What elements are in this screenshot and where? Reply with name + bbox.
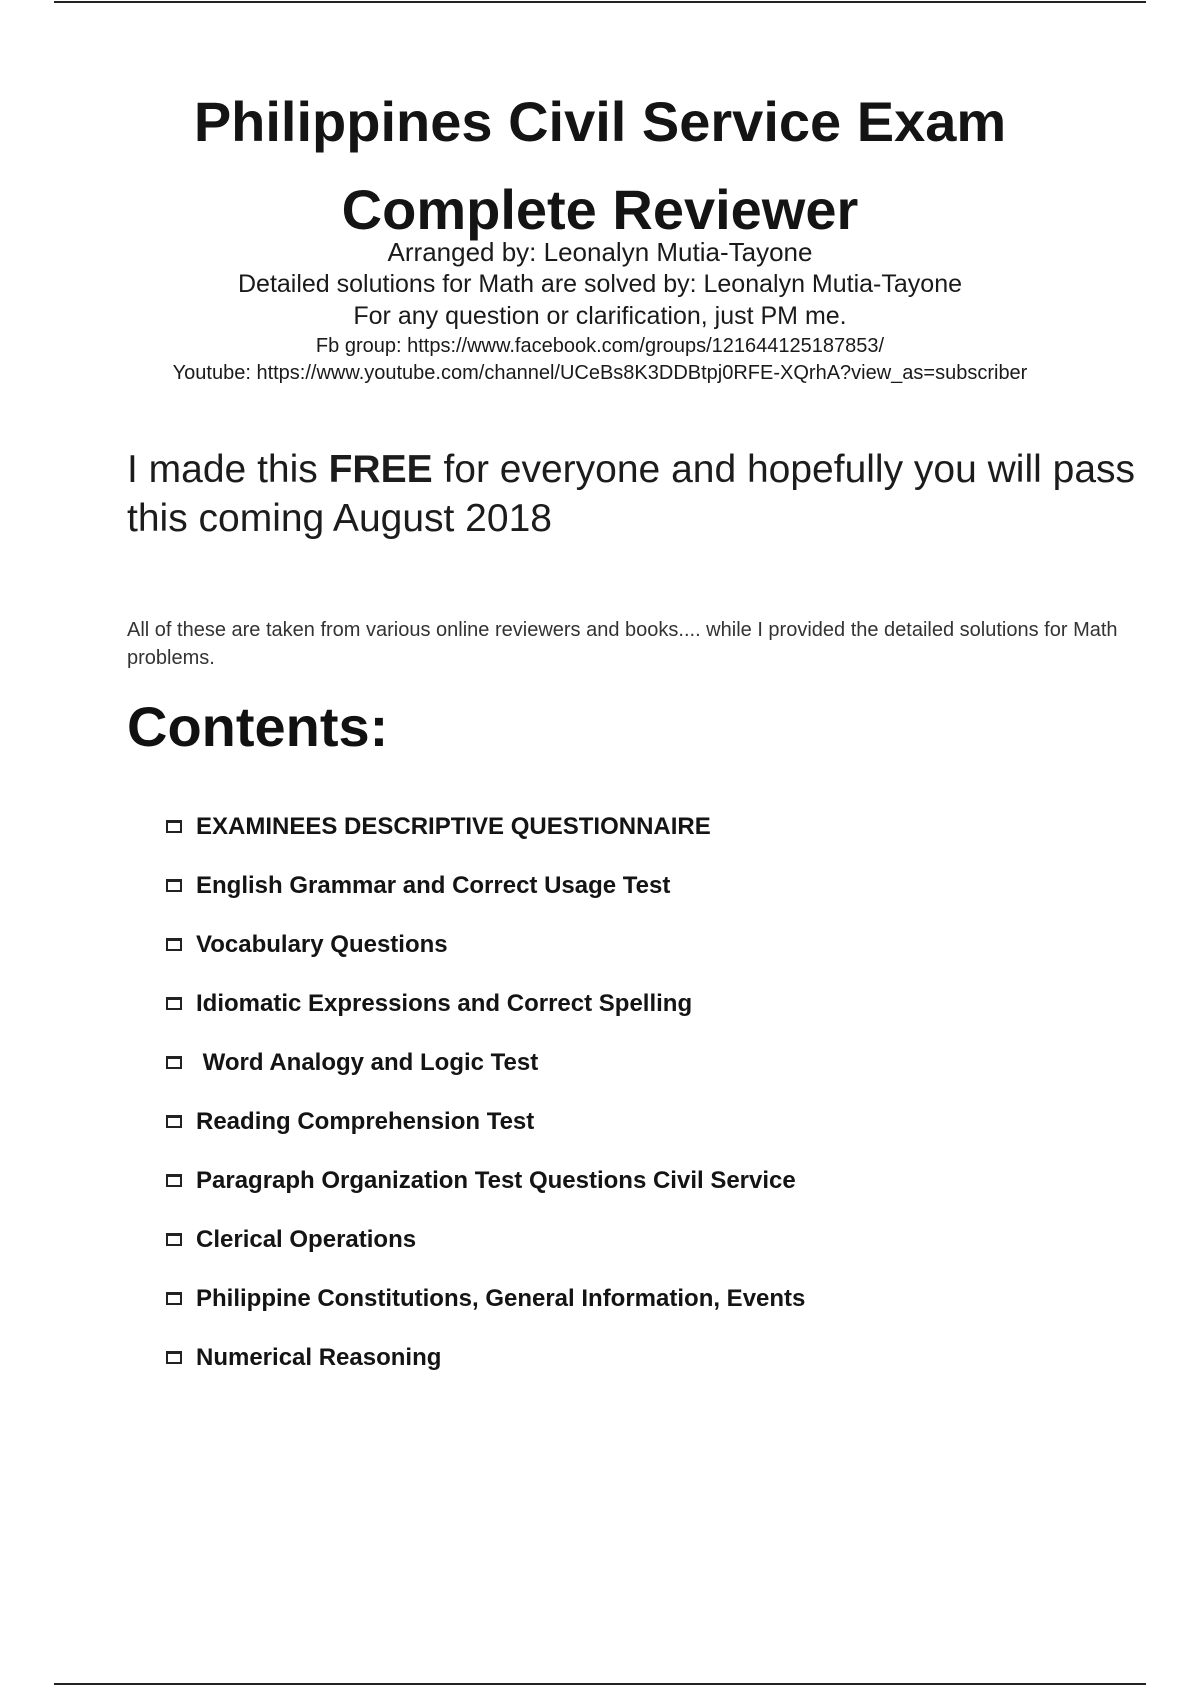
list-item <box>166 1033 805 1092</box>
checkbox-icon <box>166 997 182 1010</box>
checkbox-icon <box>166 1174 182 1187</box>
title-line-1: Philippines Civil Service Exam <box>193 90 1007 153</box>
list-item <box>166 797 805 856</box>
top-rule <box>54 1 1146 3</box>
author-info <box>0 236 1200 387</box>
arranged-by: Arranged by: Leonalyn Mutia-Tayone <box>387 237 813 267</box>
list-item-label: Paragraph Organization Test Questions Civil Service <box>196 1166 796 1194</box>
free-note <box>127 445 1137 543</box>
list-item-label: EXAMINEES DESCRIPTIVE QUESTIONNAIRE <box>196 812 711 840</box>
list-item <box>166 915 805 974</box>
source-note: All of these are taken from various online reviewers and books.... while I provided the detailed solutions for Math problems. <box>127 619 1118 669</box>
list-item <box>166 1269 805 1328</box>
free-note-emphasis: FREE <box>328 448 433 491</box>
list-item <box>166 974 805 1033</box>
fb-group-link: Fb group: https://www.facebook.com/groups/121644125187853/ <box>315 335 885 357</box>
list-item <box>166 856 805 915</box>
page-title <box>0 78 1200 254</box>
list-item <box>166 1151 805 1210</box>
list-item-label: Idiomatic Expressions and Correct Spelling <box>196 989 693 1017</box>
youtube-link: Youtube: https://www.youtube.com/channel/UCeBs8K3DDBtpj0RFE-XQrhA?view_as=subscriber <box>172 362 1028 384</box>
title-line-2: Complete Reviewer <box>341 178 859 241</box>
contents-list <box>166 797 805 1387</box>
list-item <box>166 1328 805 1387</box>
checkbox-icon <box>166 820 182 833</box>
list-item-label: Word Analogy and Logic Test <box>196 1048 539 1076</box>
free-note-prefix: I made this <box>127 448 329 491</box>
checkbox-icon <box>166 1351 182 1364</box>
list-item-label: Vocabulary Questions <box>196 930 448 958</box>
checkbox-icon <box>166 938 182 951</box>
checkbox-icon <box>166 1115 182 1128</box>
list-item-label: Philippine Constitutions, General Information, Events <box>196 1284 806 1312</box>
list-item <box>166 1092 805 1151</box>
list-item-label: Clerical Operations <box>196 1225 417 1253</box>
checkbox-icon <box>166 1292 182 1305</box>
bottom-rule <box>54 1683 1146 1685</box>
list-item <box>166 1210 805 1269</box>
free-note-suffix: for everyone and hopefully you will pass this coming August 2018 <box>127 448 1136 540</box>
checkbox-icon <box>166 1233 182 1246</box>
contact-note: For any question or clarification, just PM me. <box>353 302 847 330</box>
checkbox-icon <box>166 1056 182 1069</box>
list-item-label: English Grammar and Correct Usage Test <box>196 871 671 899</box>
contents-heading: Contents: <box>127 695 389 758</box>
list-item-label: Reading Comprehension Test <box>196 1107 535 1135</box>
checkbox-icon <box>166 879 182 892</box>
solutions-by: Detailed solutions for Math are solved by: Leonalyn Mutia-Tayone <box>237 270 962 298</box>
list-item-label: Numerical Reasoning <box>196 1343 442 1371</box>
